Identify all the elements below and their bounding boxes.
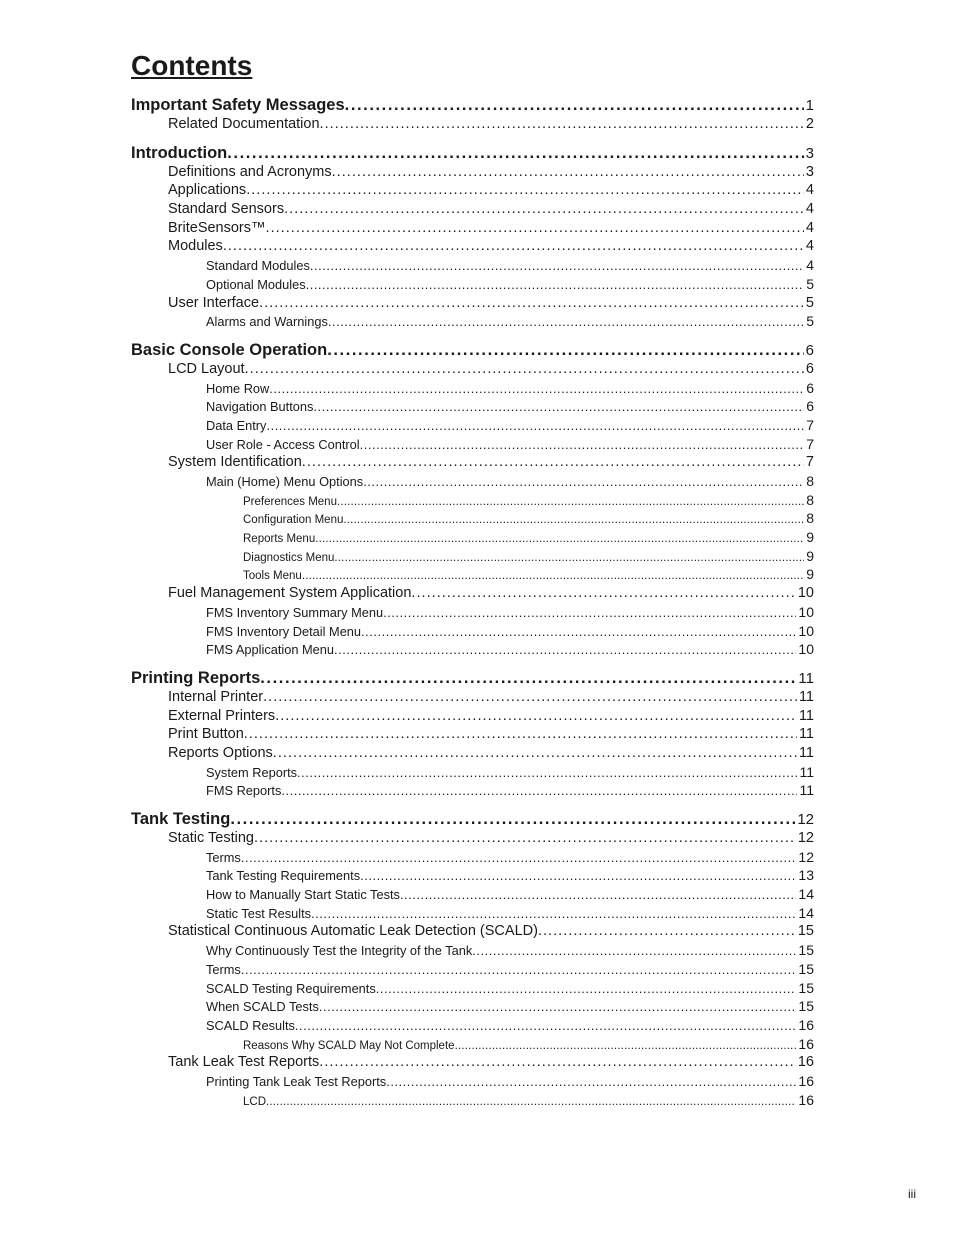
toc-entry-page: 10 — [797, 585, 814, 602]
page-title: Contents — [131, 50, 253, 81]
toc-entry-page: 14 — [798, 886, 814, 903]
toc-entry-title: Basic Console Operation — [131, 340, 328, 359]
dot-leader — [266, 219, 804, 238]
toc-entry-page: 5 — [805, 294, 814, 311]
dot-leader — [386, 1073, 796, 1092]
toc-entry-page: 5 — [806, 275, 814, 292]
toc-entry-page: 15 — [798, 979, 814, 996]
toc-entry-page: 6 — [805, 360, 814, 377]
toc-entry-page: 7 — [806, 416, 814, 433]
toc-entry-title: Standard Modules — [206, 258, 310, 274]
toc-entry[interactable] — [0, 904, 954, 923]
toc-entry[interactable] — [0, 781, 954, 800]
toc-entry-page: 11 — [798, 744, 814, 761]
dot-leader — [383, 604, 796, 623]
dot-leader — [334, 641, 796, 660]
dot-leader — [360, 436, 805, 455]
toc-entry[interactable] — [0, 509, 954, 528]
toc-entry-page: 4 — [806, 257, 814, 274]
toc-entry[interactable] — [0, 829, 954, 848]
toc-entry[interactable] — [0, 866, 954, 885]
toc-entry-title: Modules — [168, 238, 223, 255]
dot-leader — [254, 829, 796, 848]
dot-leader — [273, 744, 797, 763]
toc-entry-title: FMS Inventory Detail Menu — [206, 623, 362, 639]
dot-leader — [400, 886, 796, 905]
toc-entry[interactable] — [0, 181, 954, 200]
dot-leader — [538, 922, 796, 941]
dot-leader — [311, 905, 796, 924]
toc-entry[interactable] — [0, 1016, 954, 1035]
toc-entry-page: 10 — [798, 622, 814, 639]
toc-entry-title: Configuration Menu — [243, 514, 344, 527]
toc-entry-page: 4 — [805, 238, 814, 255]
toc-entry-page: 11 — [799, 763, 814, 780]
toc-entry[interactable] — [0, 669, 954, 688]
dot-leader — [345, 96, 804, 115]
toc-entry-title: Static Testing — [168, 830, 254, 846]
toc-entry[interactable] — [0, 379, 954, 398]
toc-entry[interactable] — [0, 275, 954, 294]
dot-leader — [319, 998, 797, 1017]
toc-entry-title: Important Safety Messages — [131, 96, 345, 114]
toc-entry-title: Data Entry — [206, 417, 267, 433]
toc-entry-page: 5 — [806, 313, 814, 330]
dot-leader — [320, 115, 804, 134]
toc-entry-title: Print Button — [168, 726, 244, 743]
toc-entry-title: User Role - Access Control — [206, 436, 360, 452]
toc-entry[interactable] — [0, 491, 954, 510]
toc-entry-page: 8 — [806, 473, 814, 489]
toc-entry[interactable] — [0, 640, 954, 659]
toc-entry[interactable] — [0, 453, 954, 472]
toc-entry[interactable] — [0, 941, 954, 960]
toc-entry-title: Tank Testing — [131, 810, 231, 828]
toc-entry-title: Terms — [206, 849, 241, 865]
toc-entry[interactable] — [0, 707, 954, 726]
toc-entry-title: Alarms and Warnings — [206, 314, 328, 330]
dot-leader — [332, 163, 804, 182]
toc-entry[interactable] — [0, 341, 954, 360]
toc-entry-page: 16 — [798, 1016, 814, 1033]
toc-entry[interactable] — [0, 1072, 954, 1091]
dot-leader — [310, 257, 804, 276]
toc-entry-title: SCALD Results — [206, 1017, 295, 1033]
dot-leader — [275, 707, 797, 726]
toc-entry[interactable] — [0, 256, 954, 275]
toc-entry-title: Statistical Continuous Automatic Leak Detection (SCALD) — [168, 923, 538, 940]
toc-entry-title: Diagnostics Menu — [243, 551, 335, 564]
toc-entry-title: Definitions and Acronyms — [168, 163, 332, 180]
toc-entry-page: 4 — [805, 182, 814, 199]
dot-leader — [244, 725, 797, 744]
toc-entry-title: BriteSensors™ — [168, 219, 266, 236]
toc-entry[interactable] — [0, 922, 954, 941]
dot-leader — [246, 181, 804, 200]
toc-entry-page: 16 — [798, 1035, 814, 1052]
toc-entry-page: 12 — [797, 830, 814, 846]
dot-leader — [376, 980, 797, 999]
dot-leader — [259, 294, 804, 313]
toc-entry-page: 10 — [798, 641, 814, 658]
toc-entry-title: Applications — [168, 182, 247, 199]
toc-entry-title: SCALD Testing Requirements — [206, 980, 376, 996]
toc-entry[interactable] — [0, 219, 954, 238]
toc-entry-page: 11 — [798, 669, 814, 687]
toc-entry[interactable] — [0, 565, 954, 584]
dot-leader — [328, 313, 804, 332]
toc-entry[interactable] — [0, 997, 954, 1016]
toc-entry-title: FMS Inventory Summary Menu — [206, 604, 384, 620]
dot-leader — [297, 764, 797, 783]
toc-entry-page: 10 — [798, 603, 814, 620]
dot-leader — [266, 1093, 796, 1112]
toc-entry-title: Tools Menu — [243, 570, 302, 583]
toc-entry-title: LCD — [243, 1095, 267, 1108]
dot-leader — [295, 1017, 797, 1036]
toc-entry-title: Printing Reports — [131, 668, 261, 687]
toc-entry[interactable] — [0, 163, 954, 182]
toc-entry[interactable] — [0, 1035, 954, 1054]
toc-entry[interactable] — [0, 584, 954, 603]
dot-leader — [411, 584, 795, 603]
dot-leader — [284, 200, 804, 219]
toc-entry-title: Internal Printer — [168, 688, 264, 705]
toc-entry[interactable] — [0, 435, 954, 454]
toc-entry-page: 2 — [805, 116, 814, 132]
toc-entry-page: 16 — [798, 1072, 814, 1089]
dot-leader — [327, 341, 803, 360]
toc-entry-title: Navigation Buttons — [206, 399, 314, 415]
dot-leader — [223, 237, 804, 256]
toc-entry[interactable] — [0, 237, 954, 256]
toc-entry[interactable] — [0, 848, 954, 867]
toc-entry-page: 13 — [798, 867, 814, 884]
toc-entry-title: When SCALD Tests — [206, 999, 319, 1015]
toc-entry-page: 15 — [797, 923, 814, 940]
dot-leader — [313, 398, 804, 417]
toc-entry-title: Home Row — [206, 380, 270, 396]
page-number: iii — [908, 1187, 916, 1201]
dot-leader — [245, 360, 804, 379]
dot-leader — [241, 849, 797, 868]
dot-leader — [269, 380, 804, 399]
toc-entry[interactable] — [0, 960, 954, 979]
toc-entry-page: 14 — [798, 904, 814, 921]
toc-entry[interactable] — [0, 294, 954, 313]
toc-entry[interactable] — [0, 416, 954, 435]
toc-entry-page: 12 — [798, 848, 814, 865]
toc-entry-title: Tank Leak Test Reports — [168, 1054, 320, 1071]
toc-entry-title: Static Test Results — [206, 905, 312, 921]
toc-entry-page: 15 — [798, 960, 814, 977]
toc-entry[interactable] — [0, 725, 954, 744]
toc-entry[interactable] — [0, 810, 954, 829]
toc-entry-page: 8 — [806, 510, 814, 527]
toc-entry[interactable] — [0, 472, 954, 491]
dot-leader — [260, 669, 796, 688]
dot-leader — [227, 144, 803, 163]
toc-entry-page: 16 — [798, 1091, 814, 1108]
toc-entry-title: FMS Application Menu — [206, 642, 335, 658]
toc-entry-page: 11 — [799, 782, 814, 799]
toc-entry-title: Preferences Menu — [243, 495, 337, 508]
toc-entry-title: System Reports — [206, 764, 298, 780]
toc-entry-page: 11 — [798, 726, 814, 743]
toc-entry-page: 15 — [798, 942, 814, 959]
toc-entry-page: 8 — [806, 491, 814, 508]
toc-entry[interactable] — [0, 528, 954, 547]
toc-entry-page: 3 — [805, 163, 814, 180]
toc-entry[interactable] — [0, 603, 954, 622]
dot-leader — [263, 688, 797, 707]
dot-leader — [306, 276, 805, 295]
toc-entry[interactable] — [0, 96, 954, 115]
toc-entry-title: Main (Home) Menu Options — [206, 474, 364, 489]
toc-entry-title: System Identification — [168, 454, 302, 471]
toc-entry-title: Tank Testing Requirements — [206, 868, 361, 884]
toc-entry-page: 12 — [797, 811, 814, 828]
toc-entry[interactable] — [0, 1053, 954, 1072]
toc-entry-page: 6 — [806, 379, 814, 396]
dot-leader — [363, 473, 804, 492]
dot-leader — [361, 623, 796, 642]
toc-entry-page: 16 — [797, 1054, 814, 1071]
toc-entry-page: 15 — [798, 998, 814, 1015]
dot-leader — [360, 867, 796, 886]
toc-entry-page: 9 — [806, 566, 814, 583]
dot-leader — [281, 782, 797, 801]
toc-entry-page: 3 — [805, 144, 814, 162]
toc-entry-page: 7 — [805, 454, 814, 471]
toc-entry[interactable] — [0, 397, 954, 416]
toc-entry-title: Related Documentation — [168, 116, 320, 132]
toc-entry-title: Reasons Why SCALD May Not Complete — [243, 1039, 455, 1052]
toc-entry-page: 9 — [806, 547, 814, 564]
toc-entry-page: 4 — [805, 219, 814, 236]
toc-entry-title: Why Continuously Test the Integrity of the Tank — [206, 943, 473, 959]
toc-entry[interactable] — [0, 144, 954, 163]
toc-entry[interactable] — [0, 885, 954, 904]
toc-entry-page: 6 — [805, 341, 814, 359]
dot-leader — [302, 453, 804, 472]
toc-entry[interactable] — [0, 360, 954, 379]
dot-leader — [230, 810, 795, 829]
toc-entry-page: 1 — [805, 97, 814, 114]
toc-entry-title: Terms — [206, 961, 241, 977]
toc-entry-title: Reports Options — [168, 744, 273, 761]
toc-entry[interactable] — [0, 200, 954, 219]
toc-entry-title: Introduction — [131, 143, 228, 162]
toc-entry-page: 9 — [806, 529, 814, 546]
toc-entry[interactable] — [0, 763, 954, 782]
toc-entry-title: Optional Modules — [206, 276, 306, 292]
toc-entry[interactable] — [0, 115, 954, 134]
toc-entry-page: 6 — [806, 398, 814, 415]
toc-entry-page: 11 — [798, 707, 814, 724]
table-of-contents — [0, 96, 954, 1109]
dot-leader — [472, 942, 796, 961]
toc-entry-title: FMS Reports — [206, 783, 282, 799]
toc-entry-title: How to Manually Start Static Tests — [206, 887, 400, 903]
toc-entry[interactable] — [0, 688, 954, 707]
toc-entry[interactable] — [0, 622, 954, 641]
toc-entry[interactable] — [0, 312, 954, 331]
toc-entry-title: Printing Tank Leak Test Reports — [206, 1073, 387, 1089]
toc-entry-title: LCD Layout — [168, 360, 245, 377]
toc-entry[interactable] — [0, 547, 954, 566]
toc-entry-title: Standard Sensors — [168, 201, 285, 218]
toc-entry-title: Reports Menu — [243, 533, 316, 546]
toc-entry-page: 11 — [798, 688, 814, 705]
toc-entry-page: 4 — [805, 201, 814, 218]
dot-leader — [241, 961, 797, 980]
toc-entry-title: User Interface — [168, 294, 260, 311]
toc-entry[interactable] — [0, 744, 954, 763]
dot-leader — [319, 1053, 796, 1072]
dot-leader — [266, 417, 804, 436]
toc-entry-title: External Printers — [168, 707, 276, 724]
toc-entry[interactable] — [0, 1091, 954, 1110]
toc-entry[interactable] — [0, 979, 954, 998]
toc-entry-title: Fuel Management System Application — [168, 585, 412, 602]
toc-entry-page: 7 — [806, 435, 814, 452]
